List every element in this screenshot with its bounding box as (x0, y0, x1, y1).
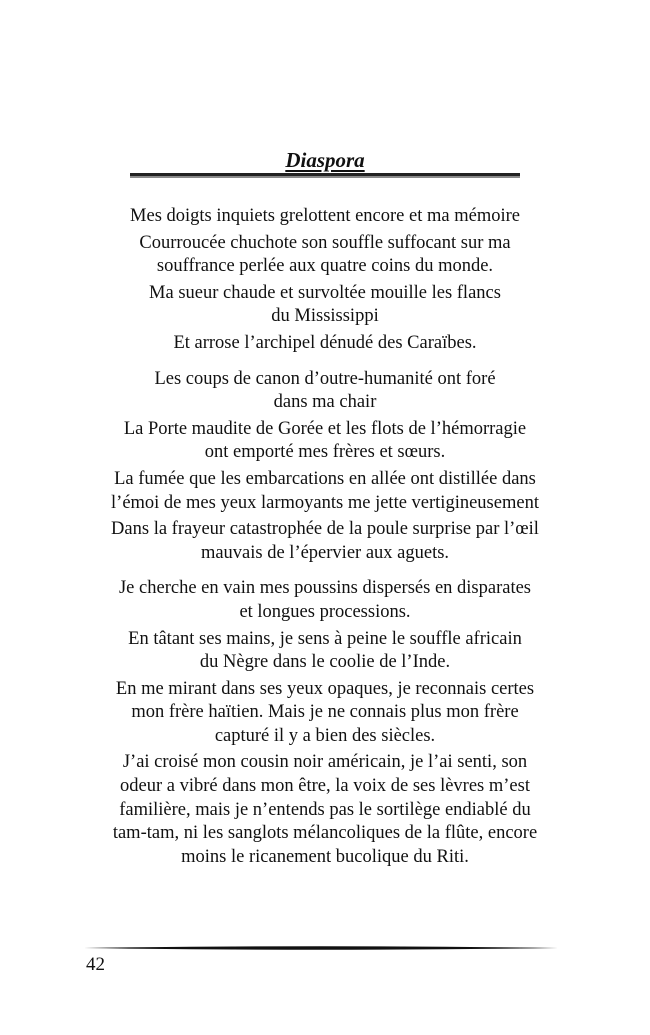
footer-swell-rule (84, 944, 558, 952)
title-underline-rule (130, 173, 520, 178)
verse-line: La fumée que les embarcations en allée ont distillée dans l’émoi de mes yeux larmoyants me jette vertigineusement (111, 468, 539, 513)
poem-body (60, 205, 590, 881)
verse-line: En tâtant ses mains, je sens à peine le souffle africain du Nègre dans le coolie de l’Inde. (128, 628, 522, 673)
verse-line: Courroucée chuchote son souffle suffocant sur ma souffrance perlée aux quatre coins du monde. (139, 232, 511, 277)
verse-line: Les coups de canon d’outre-humanité ont foré dans ma chair (154, 368, 496, 413)
verse-line: Dans la frayeur catastrophée de la poule surprise par l’œil mauvais de l’épervier aux aguets. (111, 519, 539, 563)
page-number: 42 (86, 954, 105, 975)
stanza-1 (60, 205, 590, 356)
verse-line: Et arrose l’archipel dénudé des Caraïbes. (173, 332, 477, 353)
poem-title: Diaspora (285, 148, 365, 172)
verse-line: La Porte maudite de Gorée et les flots de l’hémorragie ont emporté mes frères et sœurs. (123, 418, 527, 463)
verse-line: J’ai croisé mon cousin noir américain, je l’ai senti, son odeur a vibré dans mon être, la voix de ses lèvres m’est familière, mais je n’entends pas le sortilège endiablé du tam-tam, ni les sanglots mélancoliques de la flûte, encore moins le ricanement bucolique du Riti. (112, 752, 538, 867)
verse-line: Je cherche en vain mes poussins dispersés en disparates et longues processions. (118, 578, 532, 622)
verse-line: En me mirant dans ses yeux opaques, je reconnais certes mon frère haïtien. Mais je ne connais plus mon frère capturé il y a bien des siècles. (115, 678, 535, 746)
stanza-3 (60, 577, 590, 869)
verse-line: Ma sueur chaude et survoltée mouille les flancs du Mississippi (149, 282, 501, 327)
verse-line: Mes doigts inquiets grelottent encore et ma mémoire (130, 206, 520, 226)
stanza-2 (60, 368, 590, 566)
